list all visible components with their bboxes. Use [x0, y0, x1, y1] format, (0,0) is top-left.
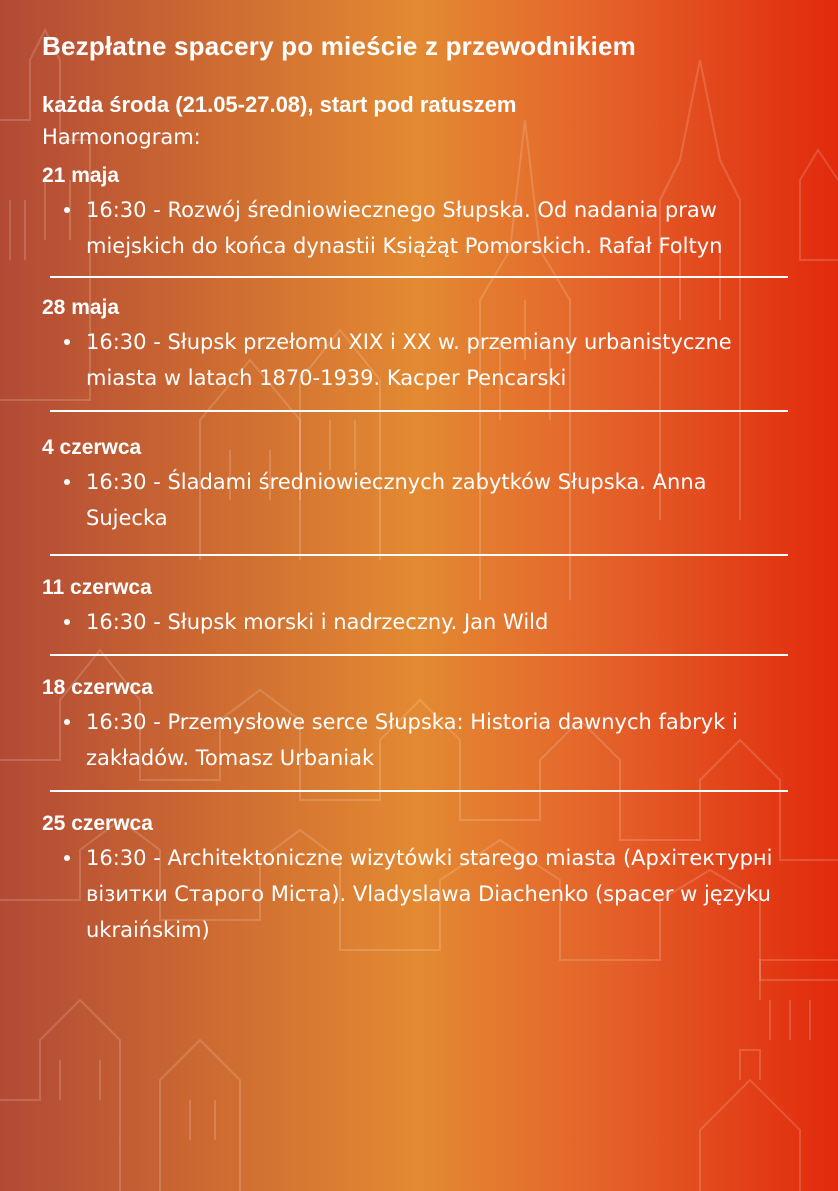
day-block	[42, 292, 802, 396]
day-block	[42, 160, 802, 264]
walk-item: 16:30 - Śladami średniowiecznych zabytków Słupska. Anna Sujecka	[64, 464, 776, 536]
day-block	[42, 672, 802, 776]
day-block	[42, 432, 802, 536]
walk-item: 16:30 - Słupsk morski i nadrzeczny. Jan Wild	[64, 604, 776, 640]
day-date: 28 maja	[42, 296, 120, 319]
walk-item: 16:30 - Rozwój średniowiecznego Słupska. Od nadania praw miejskich do końca dynastii Książąt Pomorskich. Rafał Foltyn	[64, 192, 776, 264]
schedule-subtitle: każda środa (21.05-27.08), start pod ratuszem	[42, 92, 517, 117]
walk-item: 16:30 - Słupsk przełomu XIX i XX w. przemiany urbanistyczne miasta w latach 1870-1939. Kacper Pencarski	[64, 324, 776, 396]
day-date: 18 czerwca	[42, 676, 153, 699]
walk-item: 16:30 - Architektoniczne wizytówki starego miasta (Архітектурні візитки Старого Міста). Vladyslawa Diachenko (spacer w języku ukraińskim)	[64, 840, 776, 948]
divider	[50, 654, 788, 656]
walk-list	[42, 604, 802, 640]
day-date: 4 czerwca	[42, 436, 142, 459]
walk-list	[42, 192, 802, 264]
divider	[50, 410, 788, 412]
poster-content	[42, 26, 802, 948]
day-block	[42, 808, 802, 948]
walk-item: 16:30 - Przemysłowe serce Słupska: Historia dawnych fabryk i zakładów. Tomasz Urbaniak	[64, 704, 776, 776]
divider	[50, 790, 788, 792]
divider	[50, 554, 788, 556]
day-block	[42, 572, 802, 640]
day-date: 11 czerwca	[42, 576, 152, 599]
walk-list	[42, 464, 802, 536]
page-title: Bezpłatne spacery po mieście z przewodnikiem	[42, 31, 637, 61]
walk-list	[42, 840, 802, 948]
day-date: 25 czerwca	[42, 812, 153, 835]
day-date: 21 maja	[42, 164, 120, 187]
schedule-label: Harmonogram:	[42, 125, 201, 149]
walk-list	[42, 324, 802, 396]
walk-list	[42, 704, 802, 776]
divider	[50, 276, 788, 278]
